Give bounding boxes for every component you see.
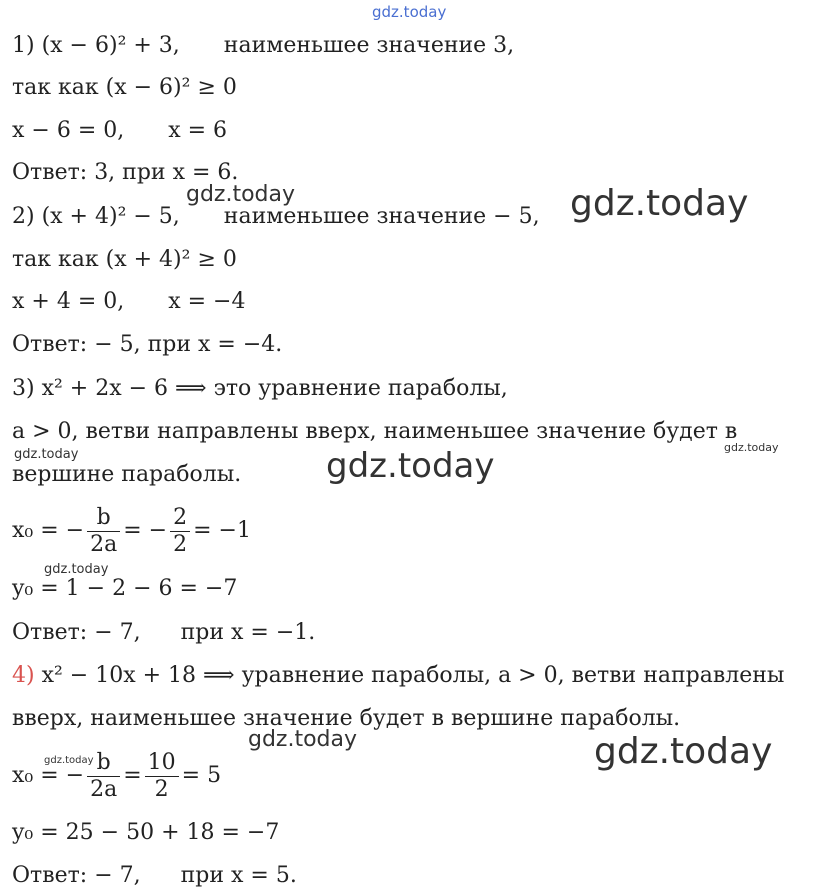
p1-since: так как (x − 6)² ≥ 0: [12, 75, 237, 100]
p3-line-1: 3) x² + 2x − 6 ⟹ это уравнение параболы,: [12, 376, 508, 401]
watermark-4: gdz.today: [724, 441, 779, 454]
p1-min-text: наименьшее значение 3,: [223, 33, 515, 58]
p3-fraction-2: [170, 505, 190, 558]
p3-answer: [12, 620, 315, 646]
watermark-7: gdz.today: [248, 727, 358, 752]
p3-answer-b: при x = −1.: [180, 620, 316, 645]
p3-x0-formula: [12, 500, 251, 562]
p4-frac2-den: 2: [154, 776, 169, 802]
p4-x0-mid: =: [123, 763, 142, 788]
p2-equation: [12, 289, 246, 315]
p1-eq-a: x − 6 = 0,: [12, 118, 125, 143]
watermark-6: gdz.today: [44, 562, 109, 577]
p4-x0-right: = 5: [181, 763, 222, 788]
p4-y0: y₀ = 25 − 50 + 18 = −7: [12, 820, 280, 845]
p4-frac2-num: 10: [145, 750, 179, 777]
p2-eq-a: x + 4 = 0,: [12, 289, 125, 314]
p3-y0: y₀ = 1 − 2 − 6 = −7: [12, 576, 238, 601]
p3-fraction-1: [87, 505, 120, 558]
p2-answer: Ответ: − 5, при x = −4.: [12, 332, 283, 357]
p1-answer: Ответ: 3, при x = 6.: [12, 160, 239, 185]
p4-x0-left: x₀ = −: [12, 763, 85, 788]
watermark-9: gdz.today: [594, 731, 773, 772]
p4-fraction-2: [145, 750, 179, 803]
p2-line-1: [12, 204, 540, 230]
watermark-5: gdz.today: [326, 446, 495, 486]
p3-x0-right: = −1: [193, 518, 251, 543]
watermark-8: gdz.today: [44, 755, 94, 766]
p3-line-2: a > 0, ветви направлены вверх, наименьшее значение будет в: [12, 419, 738, 444]
p1-eq-b: x = 6: [168, 118, 228, 143]
watermark-3: gdz.today: [14, 447, 79, 462]
p4-frac1-num: b: [87, 750, 120, 777]
p2-eq-b: x = −4: [168, 289, 246, 314]
p3-answer-a: Ответ: − 7,: [12, 620, 141, 645]
p2-expression: 2) (x + 4)² − 5,: [12, 204, 180, 229]
watermark-1: gdz.today: [186, 182, 296, 207]
p4-answer: [12, 863, 297, 889]
p4-line-1: [12, 663, 784, 689]
p4-line-2: вверх, наименьшее значение будет в вершине параболы.: [12, 706, 681, 731]
p1-equation: [12, 118, 227, 144]
p3-frac2-den: 2: [173, 531, 188, 557]
p3-frac2-num: 2: [170, 505, 190, 532]
p2-min-text: наименьшее значение − 5,: [223, 204, 540, 229]
p3-x0-left: x₀ = −: [12, 518, 85, 543]
p2-since: так как (x + 4)² ≥ 0: [12, 247, 237, 272]
p4-line-1-text: x² − 10x + 18 ⟹ уравнение параболы, a > 0, ветви направлены: [34, 663, 785, 688]
p4-answer-a: Ответ: − 7,: [12, 863, 141, 888]
p3-x0-mid: = −: [123, 518, 168, 543]
p1-expression: 1) (x − 6)² + 3,: [12, 33, 180, 58]
p3-frac1-num: b: [87, 505, 120, 532]
p4-frac1-den: 2a: [90, 776, 118, 802]
watermark-top: gdz.today: [372, 3, 447, 21]
p3-frac1-den: 2a: [90, 531, 118, 557]
p3-line-3: вершине параболы.: [12, 462, 242, 487]
watermark-2: gdz.today: [570, 183, 749, 224]
p4-number: 4): [12, 663, 35, 688]
p1-line-1: [12, 33, 514, 59]
p4-answer-b: при x = 5.: [180, 863, 297, 888]
